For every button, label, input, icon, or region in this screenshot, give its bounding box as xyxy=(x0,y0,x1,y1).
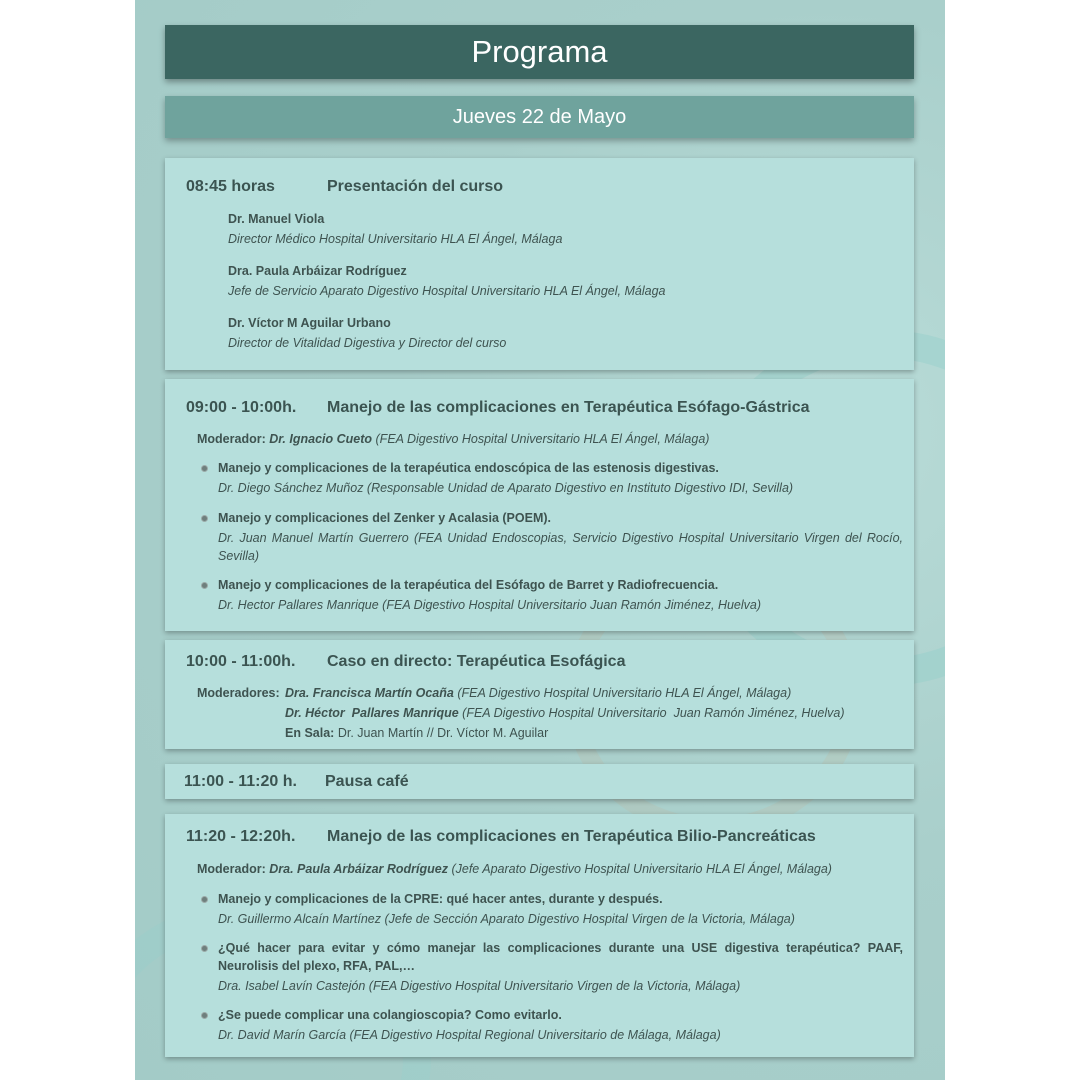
speaker-name: Dr. Manuel Viola xyxy=(228,212,325,226)
moderator-name: Dr. Héctor Pallares Manrique xyxy=(285,706,459,720)
talk-speaker: Dr. Diego Sánchez Muñoz (Responsable Unidad de Aparato Digestivo en Instituto Digestivo IDI, Sevilla) xyxy=(218,481,794,495)
speaker-role: Director de Vitalidad Digestiva y Director del curso xyxy=(228,336,507,350)
speaker-role: Jefe de Servicio Aparato Digestivo Hospital Universitario HLA El Ángel, Málaga xyxy=(228,284,666,298)
session-title: Pausa café xyxy=(325,773,409,790)
talk-title: ¿Qué hacer para evitar y cómo manejar las complicaciones durante una USE digestiva terapéutica? PAAF, Neurolisis del plexo, RFA, PAL,… xyxy=(218,941,903,973)
session-presentacion xyxy=(165,158,914,370)
session-pausa-cafe xyxy=(165,764,914,799)
session-caso-directo xyxy=(165,640,914,749)
moderator-affiliation: (FEA Digestivo Hospital Universitario HLA El Ángel, Málaga) xyxy=(375,432,710,446)
bullet-icon xyxy=(201,945,208,952)
session-time: 09:00 - 10:00h. xyxy=(186,399,297,416)
talk-speaker: Dra. Isabel Lavín Castejón (FEA Digestivo Hospital Universitario Virgen de la Victoria, Málaga) xyxy=(218,979,741,993)
moderator-name: Dr. Ignacio Cueto xyxy=(269,432,373,446)
moderator-affiliation: (FEA Digestivo Hospital Universitario Juan Ramón Jiménez, Huelva) xyxy=(462,706,845,720)
talk-title: Manejo y complicaciones de la CPRE: qué hacer antes, durante y después. xyxy=(218,892,663,906)
moderator-name: Dra. Paula Arbáizar Rodríguez xyxy=(269,862,448,876)
session-time: 11:00 - 11:20 h. xyxy=(184,773,297,790)
page-title: Programa xyxy=(165,25,914,79)
session-time: 10:00 - 11:00h. xyxy=(186,653,296,670)
sala-names: Dr. Juan Martín // Dr. Víctor M. Aguilar xyxy=(337,726,549,740)
session-title: Manejo de las complicaciones en Terapéutica Esófago-Gástrica xyxy=(327,399,810,416)
bullet-icon xyxy=(201,1012,208,1019)
session-title: Caso en directo: Terapéutica Esofágica xyxy=(327,653,626,670)
moderator-affiliation: (Jefe Aparato Digestivo Hospital Universitario HLA El Ángel, Málaga) xyxy=(451,862,832,876)
moderator-line xyxy=(285,684,905,702)
moderator-line xyxy=(285,704,905,722)
session-title: Presentación del curso xyxy=(327,178,504,195)
session-time: 11:20 - 12:20h. xyxy=(186,828,296,845)
sala-line xyxy=(285,724,905,742)
moderator-line xyxy=(197,430,897,448)
talk-title: Manejo y complicaciones del Zenker y Acalasia (POEM). xyxy=(218,511,551,525)
speaker-name: Dr. Víctor M Aguilar Urbano xyxy=(228,316,391,330)
moderator-label: Moderador: xyxy=(197,432,266,446)
bullet-icon xyxy=(201,896,208,903)
moderator-line xyxy=(197,860,897,878)
program-page xyxy=(135,0,945,1080)
talk-speaker: Dr. Juan Manuel Martín Guerrero (FEA Unidad Endoscopias, Servicio Digestivo Hospital Universitario Virgen del Rocío, Sevilla) xyxy=(218,531,903,563)
talk-speaker: Dr. David Marín García (FEA Digestivo Hospital Regional Universitario de Málaga, Málaga) xyxy=(218,1028,721,1042)
talk-speaker: Dr. Guillermo Alcaín Martínez (Jefe de Sección Aparato Digestivo Hospital Virgen de la Victoria, Málaga) xyxy=(218,912,795,926)
speaker-role: Director Médico Hospital Universitario HLA El Ángel, Málaga xyxy=(228,232,563,246)
moderator-affiliation: (FEA Digestivo Hospital Universitario HLA El Ángel, Málaga) xyxy=(457,686,792,700)
moderator-name: Dra. Francisca Martín Ocaña xyxy=(285,686,454,700)
speaker-name: Dra. Paula Arbáizar Rodríguez xyxy=(228,264,407,278)
moderators-label: Moderadores: xyxy=(197,686,280,700)
bullet-icon xyxy=(201,515,208,522)
talk-title: Manejo y complicaciones de la terapéutica endoscópica de las estenosis digestivas. xyxy=(218,461,719,475)
bullet-icon xyxy=(201,582,208,589)
session-bilio-pancreaticas xyxy=(165,814,914,1057)
talk-title: ¿Se puede complicar una colangioscopia? Como evitarlo. xyxy=(218,1008,562,1022)
session-time: 08:45 horas xyxy=(186,178,275,195)
session-title: Manejo de las complicaciones en Terapéutica Bilio-Pancreáticas xyxy=(327,828,816,845)
moderator-label: Moderador: xyxy=(197,862,266,876)
talk-title: Manejo y complicaciones de la terapéutica del Esófago de Barret y Radiofrecuencia. xyxy=(218,578,719,592)
session-esofago-gastrica xyxy=(165,379,914,631)
talk-speaker: Dr. Hector Pallares Manrique (FEA Digestivo Hospital Universitario Juan Ramón Jiménez, Huelva) xyxy=(218,598,762,612)
date-heading: Jueves 22 de Mayo xyxy=(165,96,914,138)
bullet-icon xyxy=(201,465,208,472)
sala-label: En Sala: xyxy=(285,726,335,740)
